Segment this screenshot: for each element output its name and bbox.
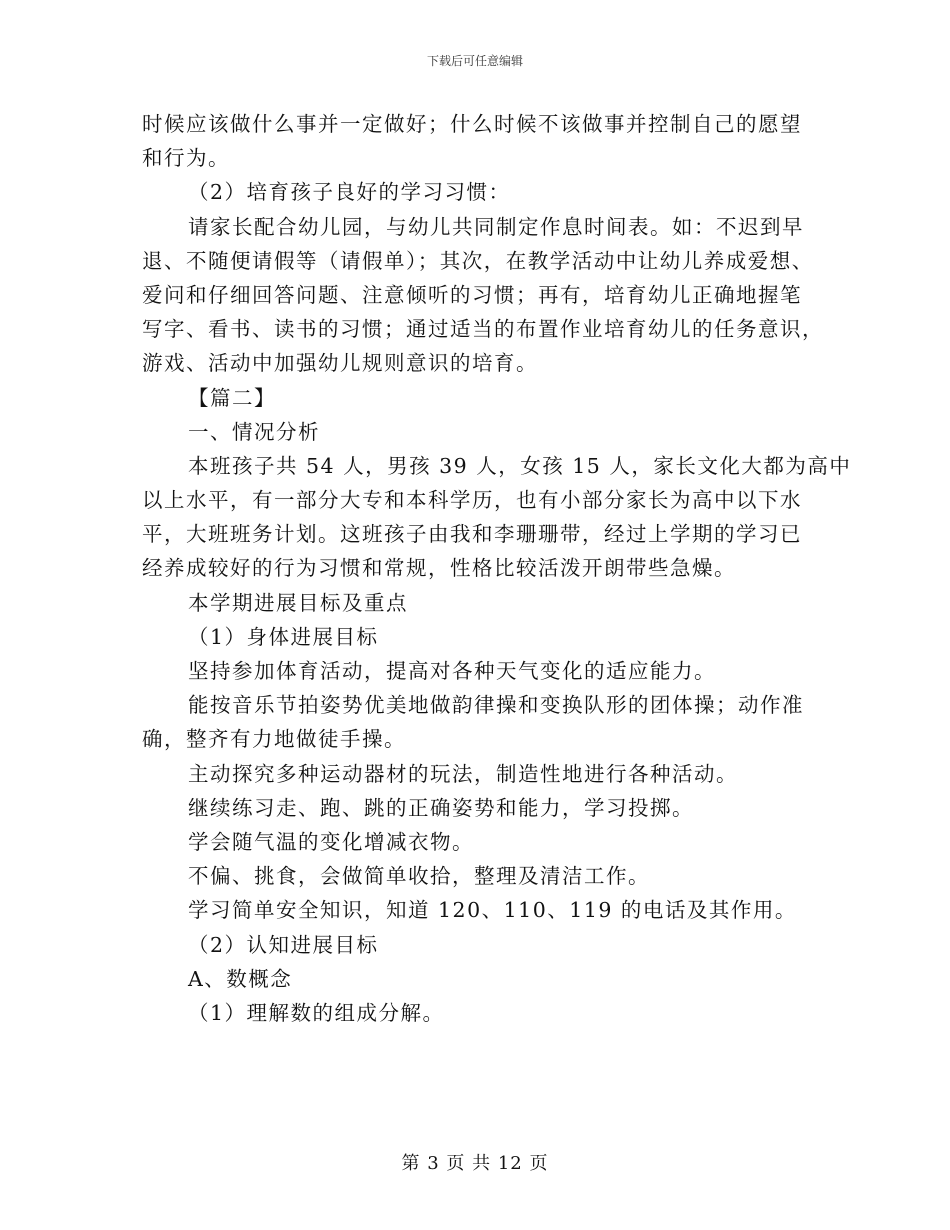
paragraph-line: 主动探究多种运动器材的玩法，制造性地进行各种活动。 [188,761,738,786]
section-heading: 一、情况分析 [188,419,320,444]
paragraph-line: 继续练习走、跑、跳的正确姿势和能力，学习投掷。 [188,795,694,820]
paragraph-line: 和行为。 [142,146,230,171]
section-heading: （2）培育孩子良好的学习习惯： [188,180,511,205]
paragraph-line: 游戏、活动中加强幼儿规则意识的培育。 [142,351,538,376]
paragraph-line: 写字、看书、读书的习惯；通过适当的布置作业培育幼儿的任务意识， [142,317,824,342]
paragraph-line: 时候应该做什么事并一定做好；什么时候不该做事并控制自己的愿望 [142,112,802,136]
paragraph-line: 不偏、挑食，会做简单收拾，整理及清洁工作。 [188,864,650,889]
page-number-footer: 第 3 页 共 12 页 [401,1153,549,1174]
paragraph-line: 请家长配合幼儿园，与幼儿共同制定作息时间表。如：不迟到早 [188,214,804,239]
paragraph-line: 以上水平，有一部分大专和本科学历，也有小部分家长为高中以下水 [142,488,802,513]
paragraph-line: 爱问和仔细回答问题、注意倾听的习惯；再有，培育幼儿正确地握笔 [142,282,802,307]
section-heading: A、数概念 [188,966,293,991]
paragraph-line: 退、不随便请假等（请假单）；其次，在教学活动中让幼儿养成爱想、 [142,248,814,273]
paragraph-line: 平，大班班务计划。这班孩子由我和李珊珊带，经过上学期的学习已 [142,522,802,547]
document-body [142,107,852,1030]
section-heading: （2）认知进展目标 [188,932,379,957]
page-header: 下载后可任意编辑 [426,54,523,68]
chapter-heading: 【篇二】 [188,385,276,410]
paragraph-line: 本班孩子共 54 人，男孩 39 人，女孩 15 人，家长文化大都为高中 [188,453,852,478]
section-heading: （1）身体进展目标 [188,624,379,649]
paragraph-line: 坚持参加体育活动，提高对各种天气变化的适应能力。 [188,659,716,683]
paragraph-line: 能按音乐节拍姿势优美地做韵律操和变换队形的团体操；动作准 [188,693,804,718]
paragraph-line: 经养成较好的行为习惯和常规，性格比较活泼开朗带些急燥。 [142,556,736,581]
paragraph-line: 学会随气温的变化增减衣物。 [188,829,474,854]
paragraph-line: 学习简单安全知识，知道 120、110、119 的电话及其作用。 [188,898,797,923]
paragraph-line: 确，整齐有力地做徒手操。 [142,727,406,752]
section-heading: 本学期进展目标及重点 [188,590,408,615]
paragraph-line: （1）理解数的组成分解。 [188,1000,445,1025]
